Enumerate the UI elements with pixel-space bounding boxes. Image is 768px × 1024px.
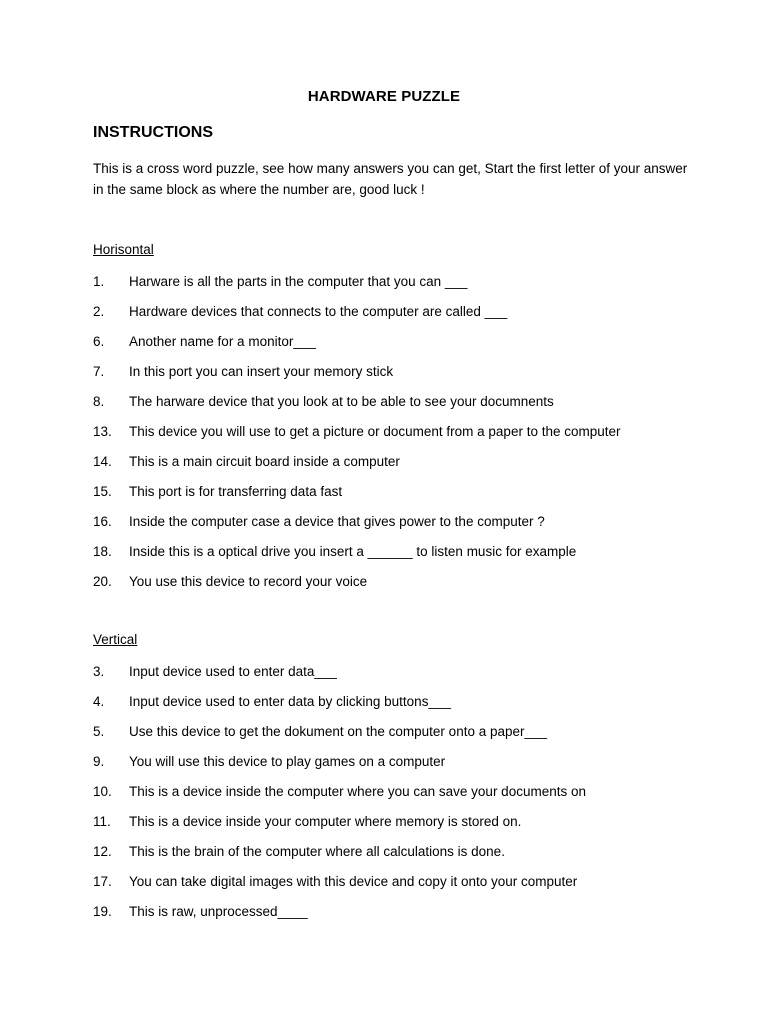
clue-number: 4. [93,694,105,709]
clue-text: This device you will use to get a picture or document from a paper to the computer [129,424,621,439]
vertical-clue [93,872,693,902]
vertical-clue [93,902,693,932]
clue-number: 17. [93,874,112,889]
clue-text: This is a device inside the computer where you can save your documents on [129,784,586,799]
clue-number: 14. [93,454,112,469]
horizontal-clue [93,332,693,362]
vertical-section-label: Vertical [93,632,138,647]
vertical-clue [93,812,693,842]
clue-number: 12. [93,844,112,859]
clue-text: Harware is all the parts in the computer that you can ___ [129,274,468,289]
clue-text: Input device used to enter data by clicking buttons___ [129,694,451,709]
clue-number: 6. [93,334,105,349]
clue-text: You use this device to record your voice [129,574,368,589]
clue-text: You can take digital images with this device and copy it onto your computer [129,874,578,889]
horizontal-clue-list [93,272,693,602]
instructions-heading: INSTRUCTIONS [93,124,213,141]
vertical-clue [93,662,693,692]
clue-text: This port is for transferring data fast [129,484,343,499]
horizontal-clue [93,302,693,332]
clue-number: 19. [93,904,112,919]
horizontal-clue [93,512,693,542]
horizontal-clue [93,392,693,422]
clue-text: Inside the computer case a device that gives power to the computer ? [129,514,545,529]
clue-text: The harware device that you look at to be able to see your documnents [129,394,554,409]
horizontal-clue [93,572,693,602]
clue-number: 15. [93,484,112,499]
clue-number: 5. [93,724,105,739]
clue-number: 16. [93,514,112,529]
horizontal-clue [93,362,693,392]
clue-text: Inside this is a optical drive you insert a ______ to listen music for example [129,544,577,559]
clue-number: 8. [93,394,105,409]
vertical-clue-list [93,662,693,932]
clue-text: You will use this device to play games on a computer [129,754,446,769]
clue-text: Input device used to enter data___ [129,664,337,679]
instructions-text: This is a cross word puzzle, see how many answers you can get, Start the first letter of your answer in the same block as where the number are, good luck ! [93,161,688,197]
clue-text: This is a device inside your computer where memory is stored on. [129,814,522,829]
horizontal-clue [93,482,693,512]
clue-number: 9. [93,754,105,769]
vertical-clue [93,782,693,812]
clue-text: This is a main circuit board inside a computer [129,454,400,469]
clue-text: Hardware devices that connects to the computer are called ___ [129,304,508,319]
clue-text: This is raw, unprocessed____ [129,904,308,919]
vertical-clue [93,722,693,752]
clue-text: This is the brain of the computer where all calculations is done. [129,844,505,859]
clue-number: 20. [93,574,112,589]
clue-text: Use this device to get the dokument on the computer onto a paper___ [129,724,548,739]
clue-number: 10. [93,784,112,799]
vertical-clue [93,752,693,782]
clue-number: 3. [93,664,105,679]
page-title: HARDWARE PUZZLE [307,88,461,105]
clue-text: Another name for a monitor___ [129,334,316,349]
clue-number: 7. [93,364,105,379]
horizontal-clue [93,422,693,452]
clue-text: In this port you can insert your memory stick [129,364,394,379]
clue-number: 2. [93,304,105,319]
horizontal-clue [93,542,693,572]
clue-number: 1. [93,274,105,289]
horizontal-section-label: Horisontal [93,242,154,257]
clue-number: 13. [93,424,112,439]
vertical-clue [93,842,693,872]
clue-number: 11. [93,814,111,829]
horizontal-clue [93,272,693,302]
vertical-clue [93,692,693,722]
horizontal-clue [93,452,693,482]
clue-number: 18. [93,544,112,559]
